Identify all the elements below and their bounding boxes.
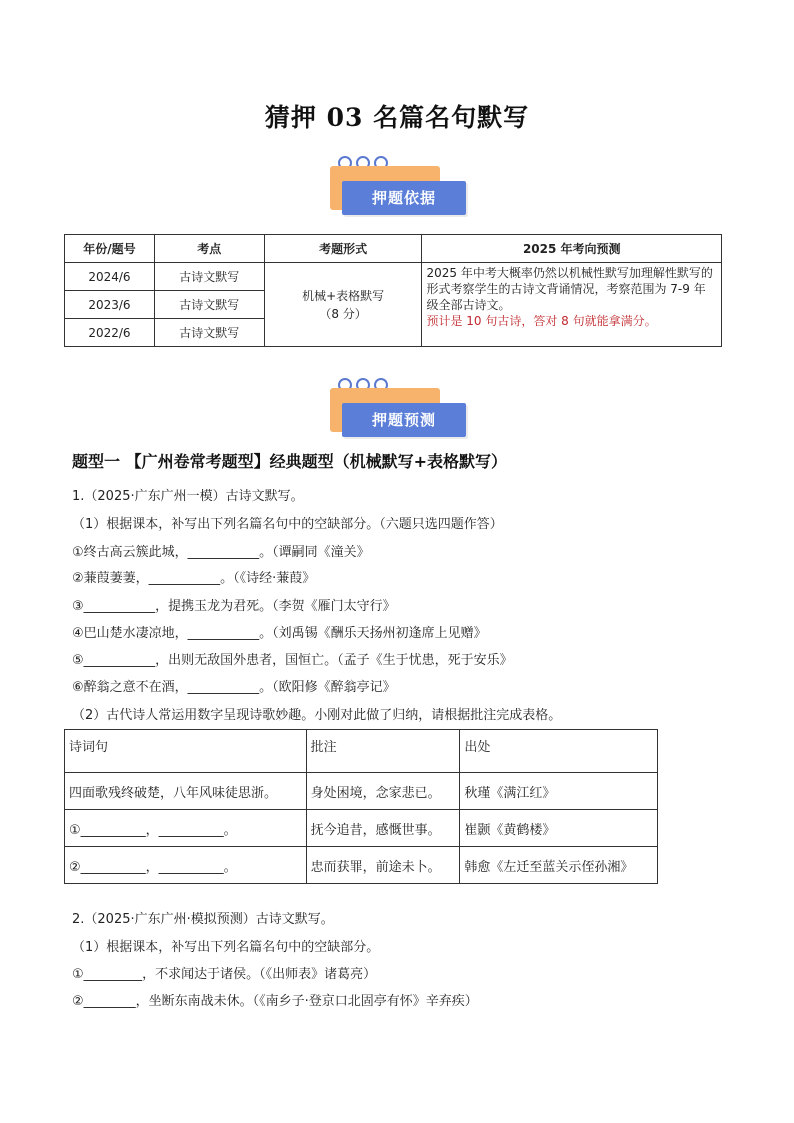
poem-source: 秋瑾《满江红》	[460, 773, 658, 810]
basis-header-format: 考题形式	[264, 235, 422, 263]
basis-header-forecast: 2025 年考向预测	[422, 235, 722, 263]
poem-header-note: 批注	[306, 730, 460, 773]
basis-point: 古诗文默写	[154, 291, 264, 319]
poem-note: 忠而获罪，前途未卜。	[306, 847, 460, 884]
q1-item: ②蒹葭萋萋，___________。（《诗经·蒹葭》	[72, 571, 316, 586]
basis-table	[64, 234, 722, 347]
forecast-highlight: 预计是 10 句古诗，答对 8 句就能拿满分。	[426, 314, 657, 328]
table-row	[65, 773, 658, 810]
basis-year: 2023/6	[65, 291, 155, 319]
badge-predict-label: 押题预测	[342, 403, 466, 437]
poem-header-line: 诗词句	[65, 730, 307, 773]
poem-source: 韩愈《左迁至蓝关示侄孙湘》	[460, 847, 658, 884]
table-row	[65, 810, 658, 847]
page-title: 猜押 03 名篇名句默写	[264, 103, 530, 132]
q1-part2-instruction: （2）古代诗人常运用数字呈现诗歌妙趣。小刚对此做了归纳，请根据批注完成表格。	[72, 708, 562, 723]
basis-format	[264, 263, 422, 347]
section-title: 题型一 【广州卷常考题型】经典题型（机械默写+表格默写）	[72, 452, 507, 471]
basis-point: 古诗文默写	[154, 319, 264, 347]
poem-table	[64, 729, 658, 884]
poem-note: 抚今追昔，感慨世事。	[306, 810, 460, 847]
q1-item: ③___________，提携玉龙为君死。（李贺《雁门太守行》	[72, 599, 396, 614]
basis-year: 2024/6	[65, 263, 155, 291]
q1-item: ⑤___________，出则无敌国外患者，国恒亡。（孟子《生于忧患，死于安乐》	[72, 653, 513, 668]
poem-line: 四面歌残终破楚，八年风味徒思浙。	[65, 773, 307, 810]
poem-line: ①__________，__________。	[65, 810, 307, 847]
q2-part1-instruction: （1）根据课本，补写出下列名篇名句中的空缺部分。	[72, 940, 380, 955]
q1-item: ①终古高云簇此城，___________。（谭嗣同《潼关》	[72, 545, 370, 560]
q2-item: ①_________，不求闻达于诸侯。（《出师表》诸葛亮）	[72, 967, 377, 982]
q1-title: 1.（2025·广东广州一模）古诗文默写。	[72, 489, 304, 504]
q1-item: ⑥醉翁之意不在酒，___________。（欧阳修《醉翁亭记》	[72, 680, 396, 695]
forecast-text: 2025 年中考大概率仍然以机械性默写加理解性默写的形式考察学生的古诗文背诵情况，考察范围为 7-9 年级全部古诗文。	[426, 266, 713, 312]
q2-title: 2.（2025·广东广州·模拟预测）古诗文默写。	[72, 912, 334, 927]
basis-year: 2022/6	[65, 319, 155, 347]
poem-line: ②__________，__________。	[65, 847, 307, 884]
badge-basis	[326, 156, 466, 226]
basis-format-line2: （8 分）	[319, 306, 367, 321]
basis-point: 古诗文默写	[154, 263, 264, 291]
poem-header-source: 出处	[460, 730, 658, 773]
poem-source: 崔颢《黄鹤楼》	[460, 810, 658, 847]
q1-part1-instruction: （1）根据课本，补写出下列名篇名句中的空缺部分。（六题只选四题作答）	[72, 517, 503, 532]
table-row	[65, 847, 658, 884]
q1-item: ④巴山楚水凄凉地，___________。（刘禹锡《酬乐天扬州初逢席上见赠》	[72, 626, 487, 641]
q2-item: ②________，坐断东南战未休。（《南乡子·登京口北固亭有怀》辛弃疾）	[72, 994, 478, 1009]
basis-header-year: 年份/题号	[65, 235, 155, 263]
poem-note: 身处困境，念家悲已。	[306, 773, 460, 810]
basis-header-point: 考点	[154, 235, 264, 263]
badge-basis-label: 押题依据	[342, 181, 466, 215]
badge-predict	[326, 378, 466, 448]
basis-format-line1: 机械+表格默写	[302, 288, 385, 303]
basis-forecast	[422, 263, 722, 347]
